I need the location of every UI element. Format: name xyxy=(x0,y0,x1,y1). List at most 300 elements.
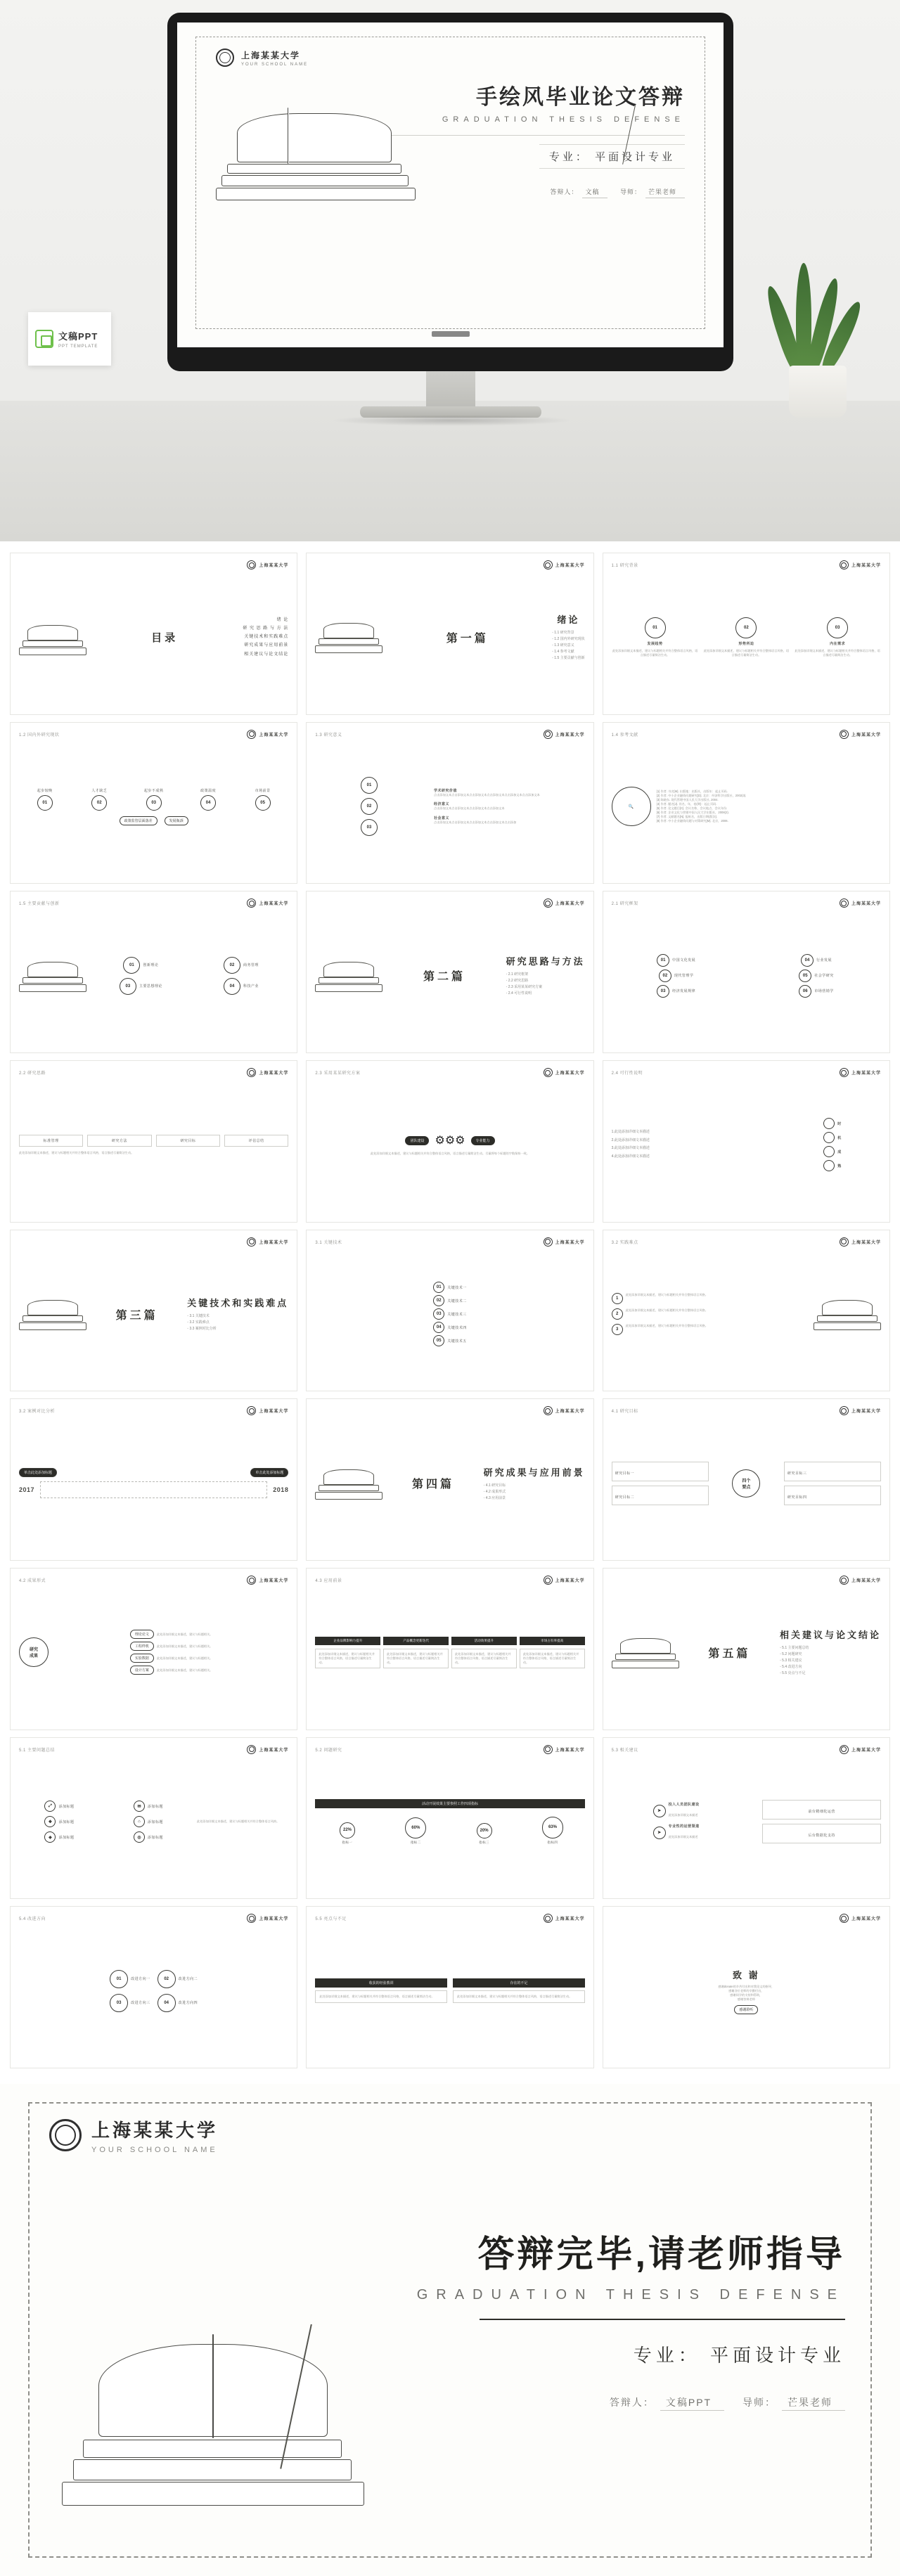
slide-thumbnail[interactable] xyxy=(306,1906,593,2068)
keyword-label: 熟 xyxy=(837,1164,842,1168)
section-number: 第五篇 xyxy=(708,1647,751,1660)
suggestion-right-box[interactable] xyxy=(762,1824,881,1843)
slide-header xyxy=(19,1914,288,1923)
slide-thumbnail[interactable] xyxy=(10,891,297,1053)
slide-thumbnail[interactable] xyxy=(306,1398,593,1561)
issue-label: 添加标题 xyxy=(58,1835,75,1840)
slide-thumbnail[interactable] xyxy=(306,1737,593,1900)
closing-text-block xyxy=(417,2224,845,2409)
result-label: 实验数据 xyxy=(130,1654,154,1663)
books-illustration xyxy=(612,1634,679,1670)
section-subitems xyxy=(484,1483,585,1502)
step-item[interactable] xyxy=(182,788,233,811)
gear-right-label[interactable]: 专业能力 xyxy=(471,1136,495,1145)
slide-body xyxy=(612,1247,881,1382)
center-badge xyxy=(19,1637,49,1667)
slide-thumbnail[interactable] xyxy=(10,722,297,884)
school-emblem-icon xyxy=(840,730,849,739)
goal-box[interactable] xyxy=(612,1486,709,1505)
section-subitem[interactable]: ◦ 2.4 可行性说明 xyxy=(506,991,532,996)
step-item[interactable] xyxy=(73,788,124,811)
slide-school-name: 上海某某大学 xyxy=(555,902,585,907)
flow-node-label: 评估总结 xyxy=(248,1138,264,1143)
closing-major: 专业： 平面设计专业 xyxy=(633,2345,845,2366)
toc-item[interactable]: 研究成果与应用前景 xyxy=(244,643,289,648)
books-illustration xyxy=(315,619,382,655)
improve-item[interactable] xyxy=(158,1970,198,1988)
slide-body xyxy=(612,569,881,705)
bar-category: 指标三 xyxy=(479,1840,489,1844)
slide-school-name: 上海某某大学 xyxy=(259,1579,289,1584)
section-subitems xyxy=(780,1645,881,1677)
result-desc: 此处添加详细文本描述，建议与标题相关。 xyxy=(156,1668,213,1672)
issue-item[interactable] xyxy=(108,1816,189,1827)
tech-title: 关键技术二 xyxy=(447,1299,467,1303)
tech-number: 01 xyxy=(433,1282,444,1293)
step-item[interactable] xyxy=(237,788,288,811)
slide-brand xyxy=(840,1406,881,1415)
thanks-button[interactable]: 感谢聆听 xyxy=(734,2005,758,2014)
panel-right-text: 此处添加详细文本描述，建议与标题相关并符合整体语言风格，语言描述尽量简洁生动。 xyxy=(457,1995,572,1999)
bar-category: 指标一 xyxy=(342,1840,353,1844)
circle-item[interactable] xyxy=(315,798,423,815)
issue-label: 添加标题 xyxy=(147,1820,163,1824)
section-subitem[interactable]: ◦ 2.1 研究框架 xyxy=(506,972,529,977)
leaf-number: 03 xyxy=(657,985,669,998)
school-emblem-icon xyxy=(544,1068,553,1077)
slide-thumbnail[interactable] xyxy=(10,1398,297,1561)
slide-body xyxy=(315,1415,584,1551)
issue-item[interactable] xyxy=(108,1801,189,1812)
bar-category: 指标四 xyxy=(547,1840,558,1844)
slide-header xyxy=(315,1576,584,1585)
circle-number: 03 xyxy=(120,978,136,995)
slide-thumbnail[interactable] xyxy=(603,1398,890,1561)
section-subitem[interactable]: ◦ 1.2 国内外研究现状 xyxy=(552,637,585,642)
section-subitem[interactable]: ◦ 1.3 研究意义 xyxy=(552,643,574,648)
section-subitem[interactable]: ◦ 2.2 研究思路 xyxy=(506,979,529,984)
slide-brand xyxy=(840,1576,881,1585)
issue-icon: ◈ xyxy=(44,1831,56,1843)
school-emblem-icon xyxy=(840,1406,849,1415)
reference-item: [4] 作者. 题名[J]. 刊名，年，卷(期)：起止页码. xyxy=(656,801,717,806)
reference-list xyxy=(657,790,881,824)
flow-node-label: 研究方法 xyxy=(111,1138,127,1143)
slide-header xyxy=(19,899,288,908)
circle-title: 发展趋势 xyxy=(647,641,663,646)
books-illustration xyxy=(19,1296,86,1332)
section-subitem[interactable]: ◦ 5.4 改进方向 xyxy=(779,1665,802,1670)
school-emblem-icon xyxy=(840,1068,849,1077)
improve-row xyxy=(110,1994,198,2012)
tech-item[interactable] xyxy=(315,1335,584,1346)
slide-school-name: 上海某某大学 xyxy=(555,1410,585,1415)
circle-item[interactable] xyxy=(194,978,289,995)
circle-desc: 此处添加详细文本描述，建议与标题相关并符合整体语言风格，语言描述尽量简洁生动。 xyxy=(795,648,880,657)
prospect-header[interactable]: 市场占有率提高 xyxy=(520,1637,585,1645)
difficulty-item[interactable] xyxy=(612,1308,779,1320)
timeline-years xyxy=(19,1481,288,1498)
closing-advisor-label: 导师： xyxy=(742,2397,776,2409)
flow-node[interactable] xyxy=(224,1135,288,1147)
cover-divider xyxy=(390,135,685,136)
step-item[interactable] xyxy=(19,788,70,811)
difficulty-number: 2 xyxy=(612,1308,623,1320)
slide-number-label: 5.2 问题研究 xyxy=(315,1748,342,1753)
difficulty-item[interactable] xyxy=(612,1324,779,1335)
keyword-label: 机 xyxy=(837,1135,842,1140)
section-subitem[interactable]: ◦ 1.1 研究背景 xyxy=(552,631,574,636)
improve-title: 改进方向四 xyxy=(178,2001,198,2006)
slide-thumbnail[interactable] xyxy=(306,1060,593,1223)
section-subitem[interactable]: ◦ 1.5 主要贡献与创新 xyxy=(552,656,585,661)
slide-header xyxy=(315,730,584,739)
slide-school-name: 上海某某大学 xyxy=(259,1917,289,1922)
school-emblem-icon xyxy=(247,560,256,569)
slide-thumbnail[interactable] xyxy=(603,1568,890,1730)
section-subitem[interactable]: ◦ 3.1 关键技术 xyxy=(187,1314,210,1319)
difficulty-desc: 此处添加详细文本描述，建议与标题相关并符合整体语言风格。 xyxy=(625,1308,708,1313)
flow-desc: 此处添加详细文本描述，建议与标题相关并符合整体语言风格，语言描述尽量简洁生动。 xyxy=(19,1150,134,1154)
school-emblem-icon xyxy=(544,1914,553,1923)
monitor-screen xyxy=(177,22,724,347)
reference-item: [7] 作者. 文献题名[N]. 报纸名，出版日期(版次). xyxy=(656,815,718,819)
slide-number-label: 3.2 案例对比分析 xyxy=(19,1410,56,1415)
slide-header xyxy=(315,1068,584,1077)
closing-meta xyxy=(417,2395,845,2409)
section-subitem[interactable]: ◦ 5.5 亮点与不足 xyxy=(779,1671,806,1676)
slide-body xyxy=(612,739,881,875)
closing-school-en: YOUR SCHOOL NAME xyxy=(91,2146,218,2155)
section-subitem[interactable]: ◦ 5.1 主要问题总结 xyxy=(779,1646,809,1651)
slide-thumbnail[interactable] xyxy=(603,553,890,715)
toc-item[interactable]: 绪 论 xyxy=(276,617,289,622)
books-illustration xyxy=(315,958,382,994)
bar-value: 63% xyxy=(542,1817,564,1838)
slide-brand xyxy=(840,899,881,908)
slide-school-name: 上海某某大学 xyxy=(851,1917,881,1922)
circle-title: 形势所迫 xyxy=(738,641,754,646)
bar-value: 20% xyxy=(477,1823,492,1838)
slide-thumbnail[interactable] xyxy=(306,891,593,1053)
section-subitems xyxy=(187,1313,288,1332)
cover-brand xyxy=(216,49,685,67)
slide-brand xyxy=(544,1576,585,1585)
improve-item[interactable] xyxy=(110,1970,150,1988)
slide-brand xyxy=(247,1914,288,1923)
closing-subtitle: GRADUATION THESIS DEFENSE xyxy=(416,2287,845,2303)
section-subitem[interactable]: ◦ 3.3 案例对比分析 xyxy=(187,1327,217,1332)
slide-thumbnail[interactable] xyxy=(306,553,593,715)
plant-pot xyxy=(789,366,847,418)
center-label: 研究 xyxy=(29,1648,38,1653)
slide-header xyxy=(612,1406,881,1415)
circle-item[interactable] xyxy=(702,617,790,657)
slide-school-name: 上海某某大学 xyxy=(259,1410,289,1415)
slide-thumbnail[interactable] xyxy=(603,1737,890,1900)
thanks-text xyxy=(718,1985,774,2002)
slide-school-name: 上海某某大学 xyxy=(555,1579,585,1584)
prospect-header[interactable]: 活动效果提升 xyxy=(451,1637,517,1645)
leaf-number: 04 xyxy=(801,954,814,967)
circle-number: 01 xyxy=(123,957,140,974)
slide-brand xyxy=(544,1237,585,1247)
item-desc: 点击添加文本点击添加文本点击添加文本点击添加文本点击添加 xyxy=(434,820,517,824)
section-number: 第四篇 xyxy=(411,1479,454,1491)
presenter-label: 答辩人： xyxy=(550,188,579,195)
toc-item[interactable]: 研 究 思 路 与 方 法 xyxy=(243,626,289,631)
difficulty-desc: 此处添加详细文本描述，建议与标题相关并符合整体语言风格。 xyxy=(625,1293,708,1297)
circle-number: 02 xyxy=(224,957,240,974)
slide-header xyxy=(315,560,584,569)
tech-item[interactable] xyxy=(315,1282,584,1293)
flow-node[interactable] xyxy=(87,1135,151,1147)
slide-brand xyxy=(247,560,288,569)
circle-item[interactable] xyxy=(94,978,188,995)
circle-item[interactable] xyxy=(794,617,881,657)
circle-item[interactable] xyxy=(94,957,188,974)
toc-item[interactable]: 相关建议与论文结论 xyxy=(244,652,289,657)
slide-body xyxy=(19,1247,288,1382)
advisor-label: 导师： xyxy=(619,188,641,195)
keyword-bullet-icon xyxy=(823,1118,835,1129)
improve-item[interactable] xyxy=(110,1994,150,2012)
slide-school-name: 上海某某大学 xyxy=(259,733,289,738)
slide-thumbnail[interactable] xyxy=(10,1906,297,2068)
timeline-right-title[interactable]: 单击此处添加标题 xyxy=(250,1468,288,1477)
slide-header xyxy=(19,1406,288,1415)
circle-item[interactable] xyxy=(612,617,699,657)
cover-major: 专业： 平面设计专业 xyxy=(539,144,685,169)
leaf-title: 行业发展 xyxy=(816,958,832,963)
toc-list xyxy=(243,616,288,659)
slide-header xyxy=(315,1745,584,1754)
leaf-item[interactable] xyxy=(612,985,741,998)
keyword-item[interactable] xyxy=(784,1132,881,1143)
reference-item: [5] 作者. 论文题目[C]. 会议名称，会议地点，会议年份. xyxy=(656,806,728,810)
slide-header xyxy=(612,1745,881,1754)
tech-item[interactable] xyxy=(315,1308,584,1320)
circle-text xyxy=(434,816,585,825)
leaf-item[interactable] xyxy=(752,954,881,967)
section-number: 第三篇 xyxy=(115,1309,158,1322)
prospect-desc: 此处添加详细文本描述，建议与标题相关并符合整体语言风格，语言描述尽量简洁生动。 xyxy=(454,1651,511,1664)
issue-icon: ⤢ xyxy=(44,1801,56,1812)
slide-header xyxy=(19,1237,288,1247)
leaf-item[interactable] xyxy=(612,954,741,967)
slide-number-label: 4.2 成果形式 xyxy=(19,1579,46,1584)
monitor-frame xyxy=(167,13,733,371)
step-number: 01 xyxy=(37,795,53,811)
slide-thumbnail[interactable] xyxy=(306,1568,593,1730)
slide-thumbnail[interactable] xyxy=(603,1060,890,1223)
circle-title: 创新理论 xyxy=(143,963,159,968)
slide-brand xyxy=(840,1914,881,1923)
goal-box[interactable] xyxy=(784,1486,881,1505)
advisor-value: 芒果老师 xyxy=(645,187,685,198)
suggestion-item[interactable] xyxy=(612,1824,741,1841)
result-item[interactable] xyxy=(54,1666,288,1675)
section-subitem[interactable]: ◦ 5.2 问题研究 xyxy=(779,1652,802,1657)
slide-brand xyxy=(247,730,288,739)
tech-item[interactable] xyxy=(315,1295,584,1306)
monitor-chin xyxy=(177,325,724,343)
section-title: 绪论 xyxy=(557,614,580,626)
reference-item: [3] 陈晓东. 现代管理中国人民大学出版社, 2004. xyxy=(656,797,719,801)
feasibility-item: 1.此处添加详细文本描述 xyxy=(611,1130,650,1135)
goal-box[interactable] xyxy=(612,1462,709,1481)
leaf-item[interactable] xyxy=(752,970,881,982)
gear-left-label[interactable]: 团队建设 xyxy=(405,1136,429,1145)
slide-body xyxy=(612,1923,881,2059)
bar-value: 22% xyxy=(340,1822,355,1838)
circle-item[interactable] xyxy=(194,957,289,974)
keyword-item[interactable] xyxy=(784,1118,881,1129)
section-number: 第二篇 xyxy=(423,971,465,984)
school-emblem-icon xyxy=(544,1406,553,1415)
timeline-left-title[interactable]: 单击此处添加标题 xyxy=(19,1468,57,1477)
slide-thumbnail[interactable] xyxy=(306,722,593,884)
circle-number: 02 xyxy=(735,617,757,638)
closing-brand xyxy=(49,2116,218,2154)
tech-title: 关键技术五 xyxy=(447,1339,467,1344)
slide-number-label: 2.3 采用某某研究方案 xyxy=(315,1071,361,1076)
step-title: 起步较晚 xyxy=(37,788,53,793)
school-emblem-icon xyxy=(840,1576,849,1585)
school-emblem-icon xyxy=(840,1914,849,1923)
issue-item[interactable] xyxy=(19,1816,100,1827)
slide-thumbnail[interactable] xyxy=(603,1906,890,2068)
slide-number-label: 1.3 研究意义 xyxy=(315,733,342,738)
slide-header xyxy=(315,1237,584,1247)
circle-text xyxy=(434,801,585,811)
section-subitem[interactable]: ◦ 4.1 研究目标 xyxy=(483,1483,506,1488)
panel-left-title: 收获的经验教训 xyxy=(315,1978,447,1988)
gear-desc: 此处添加详细文本描述，建议与标题相关并符合整体语言风格，语言描述尽量简洁生动。尽量将每个标题的字数保持一致。 xyxy=(370,1152,530,1156)
slide-thumbnail[interactable] xyxy=(10,1737,297,1900)
issue-item[interactable] xyxy=(19,1831,100,1843)
bar-group xyxy=(520,1817,584,1845)
cover-subtitle: GRADUATION THESIS DEFENSE xyxy=(442,115,685,124)
slide-brand xyxy=(544,1406,585,1415)
section-subitem[interactable]: ◦ 2.3 采用某某研究方案 xyxy=(506,985,543,990)
leaf-number: 05 xyxy=(799,970,811,982)
suggestion-right-box[interactable] xyxy=(762,1800,881,1820)
keyword-item[interactable] xyxy=(784,1146,881,1157)
circle-item[interactable] xyxy=(315,819,423,836)
slide-school-name: 上海某某大学 xyxy=(851,1410,881,1415)
leaf-item[interactable] xyxy=(752,985,881,998)
section-subitem[interactable]: ◦ 4.3 应用前景 xyxy=(483,1495,506,1500)
step-item[interactable] xyxy=(128,788,179,811)
slide-thumbnail[interactable] xyxy=(603,891,890,1053)
slide-thumbnail[interactable] xyxy=(10,1568,297,1730)
slide-header xyxy=(612,1237,881,1247)
tech-number: 04 xyxy=(433,1322,444,1333)
school-emblem-icon xyxy=(247,1068,256,1077)
slide-school-name: 上海某某大学 xyxy=(555,564,585,568)
section-subitem[interactable]: ◦ 4.2 成果形式 xyxy=(483,1489,506,1494)
slide-brand xyxy=(247,1406,288,1415)
prospect-header[interactable]: 企业品牌影响力提升 xyxy=(315,1637,380,1645)
circle-item[interactable] xyxy=(315,777,423,794)
slide-thumbnail[interactable] xyxy=(306,1230,593,1392)
improve-item[interactable] xyxy=(158,1994,198,2012)
slide-number-label: 1.4 参考文献 xyxy=(611,733,638,738)
suggestion-item[interactable] xyxy=(612,1802,741,1820)
slide-brand xyxy=(840,1237,881,1247)
slide-school-name: 上海某某大学 xyxy=(851,1748,881,1753)
slide-body xyxy=(612,1585,881,1720)
prospect-header[interactable]: 产品概念更新迭代 xyxy=(383,1637,449,1645)
thanks-line: 感谢同学的支持和帮助， xyxy=(730,1992,763,1997)
slide-header xyxy=(612,1914,881,1923)
slide-school-name: 上海某某大学 xyxy=(555,733,585,738)
keyword-item[interactable] xyxy=(784,1160,881,1171)
slide-body xyxy=(315,569,584,705)
slide-thumbnail[interactable] xyxy=(10,1060,297,1223)
leaf-title: 现代管理学 xyxy=(674,974,694,979)
tech-item[interactable] xyxy=(315,1322,584,1333)
goal-label: 研究目标二 xyxy=(615,1495,635,1500)
slide-header xyxy=(612,899,881,908)
slide-header xyxy=(315,899,584,908)
section-subitem[interactable]: ◦ 5.3 相关建议 xyxy=(779,1659,802,1663)
issue-item[interactable] xyxy=(19,1801,100,1812)
books-illustration xyxy=(315,1465,382,1502)
monitor-brand-logo xyxy=(432,331,470,337)
toc-item[interactable]: 关键技术和实践难点 xyxy=(244,635,289,640)
slide-thumbnail[interactable] xyxy=(603,722,890,884)
flow-node[interactable] xyxy=(156,1135,220,1147)
books-illustration xyxy=(19,621,86,657)
leaf-title: 市场营销学 xyxy=(814,989,834,994)
prospect-body xyxy=(451,1649,517,1668)
tech-title: 关键技术四 xyxy=(447,1325,467,1330)
bottom-pill[interactable]: 发展瓶颈 xyxy=(165,816,188,825)
slide-thumbnail[interactable] xyxy=(10,553,297,715)
slide-thumbnail[interactable] xyxy=(10,1230,297,1392)
issue-item[interactable] xyxy=(108,1831,189,1843)
presenter-value: 文稿 xyxy=(582,187,608,198)
slide-school-name: 上海某某大学 xyxy=(851,733,881,738)
section-subitem[interactable]: ◦ 3.2 实践难点 xyxy=(187,1320,210,1325)
result-item[interactable] xyxy=(54,1642,288,1651)
issue-icon: ✉ xyxy=(134,1801,145,1812)
flow-node[interactable] xyxy=(19,1135,83,1147)
slide-header xyxy=(612,1576,881,1585)
slide-number-label: 1.2 国内外研究现状 xyxy=(19,733,60,738)
bar-chart xyxy=(315,1812,584,1845)
slide-thumbnail[interactable] xyxy=(603,1230,890,1392)
result-item[interactable] xyxy=(54,1630,288,1639)
slide-body xyxy=(19,1077,288,1213)
result-item[interactable] xyxy=(54,1654,288,1663)
school-emblem-icon xyxy=(840,1745,849,1754)
section-subitem[interactable]: ◦ 1.4 参考文献 xyxy=(552,650,574,655)
result-desc: 此处添加详细文本描述，建议与标题相关。 xyxy=(156,1644,213,1648)
circle-title: 主要思想理论 xyxy=(139,984,162,989)
suggestion-title: 投入人员团队建设 xyxy=(668,1803,700,1808)
goal-box[interactable] xyxy=(784,1462,881,1481)
bottom-pill[interactable]: 政策监管层面落差 xyxy=(120,816,158,825)
slide-brand xyxy=(840,1068,881,1077)
difficulty-item[interactable] xyxy=(612,1293,779,1304)
result-desc: 此处添加详细文本描述，建议与标题相关。 xyxy=(156,1632,213,1636)
keyword-label: 时 xyxy=(837,1121,842,1126)
slide-header xyxy=(612,1068,881,1077)
leaf-item[interactable] xyxy=(612,970,741,982)
